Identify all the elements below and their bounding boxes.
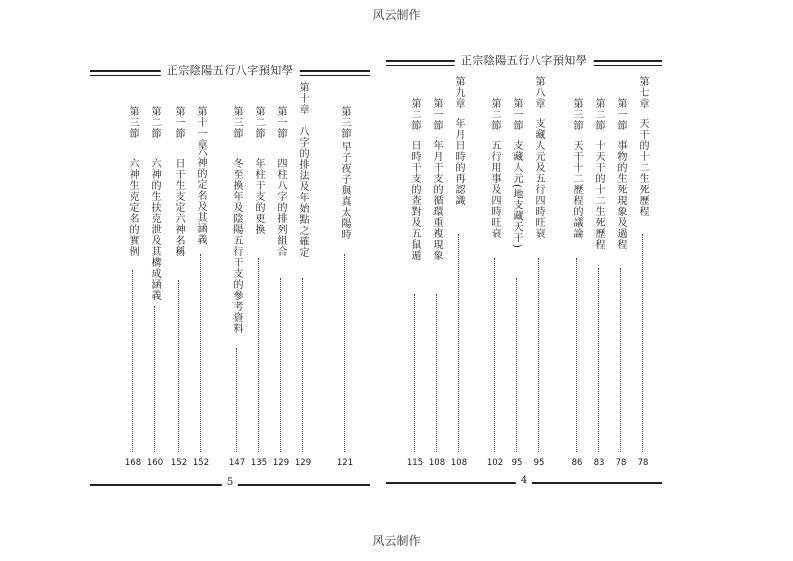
page-number: 5 bbox=[222, 477, 238, 488]
dot-leader bbox=[516, 278, 517, 452]
toc-label: 第二節 bbox=[593, 98, 604, 131]
toc-entry bbox=[570, 58, 584, 468]
toc-label: 第三節 bbox=[127, 106, 138, 139]
toc-entry bbox=[194, 58, 208, 468]
toc-page-number: 95 bbox=[511, 458, 523, 468]
toc-page-number: 108 bbox=[450, 458, 468, 468]
toc-page-number: 129 bbox=[272, 458, 290, 468]
toc-label: 第二節 bbox=[253, 106, 264, 139]
toc-title: 四柱八字的排列組合 bbox=[275, 158, 286, 257]
toc-label: 第九章 bbox=[453, 76, 464, 109]
toc-page-number: 78 bbox=[637, 458, 649, 468]
toc-page-number: 152 bbox=[192, 458, 210, 468]
toc-title: 冬至換年及陰陽五行干支的參考資料 bbox=[231, 158, 242, 334]
toc-title: 六神的生扶克泄及其構成涵義 bbox=[149, 158, 160, 301]
dot-leader bbox=[344, 254, 345, 452]
dot-leader bbox=[280, 278, 281, 452]
toc-entry bbox=[510, 58, 524, 468]
dot-leader bbox=[436, 294, 437, 452]
toc-page-number: 152 bbox=[170, 458, 188, 468]
toc-label: 第十章 bbox=[297, 82, 308, 115]
toc-title: 日干生支定六神名稱 bbox=[173, 158, 184, 257]
toc-page-number: 78 bbox=[615, 458, 627, 468]
dot-leader bbox=[494, 258, 495, 452]
toc-title: 年柱干支的更換 bbox=[253, 158, 264, 235]
left-page bbox=[90, 58, 370, 502]
toc-title: 十天干的十二生死歷程 bbox=[593, 140, 604, 250]
toc-entry bbox=[148, 58, 162, 468]
toc-entry bbox=[126, 58, 140, 468]
dot-leader bbox=[302, 278, 303, 452]
toc-entry bbox=[614, 58, 628, 468]
toc-title: 支藏人元(地支藏天干) bbox=[511, 140, 522, 249]
toc-label: 第一節 bbox=[511, 98, 522, 131]
toc-page-number: 102 bbox=[486, 458, 504, 468]
toc-title: 年月日時的再認識 bbox=[453, 118, 464, 206]
toc-title: 天干的十二生死歷程 bbox=[637, 118, 648, 217]
toc-title: 支藏人元及五行四時旺衰 bbox=[533, 118, 544, 239]
dot-leader bbox=[258, 258, 259, 452]
toc-label: 第七章 bbox=[637, 76, 648, 109]
toc-label: 第一節 bbox=[431, 98, 442, 131]
toc-page-number: 121 bbox=[336, 458, 354, 468]
toc-entry bbox=[296, 58, 310, 468]
toc-entry bbox=[532, 58, 546, 468]
dot-leader bbox=[414, 294, 415, 452]
toc-label: 第一節 bbox=[173, 106, 184, 139]
toc-page-number: 168 bbox=[124, 458, 142, 468]
dot-leader bbox=[642, 234, 643, 452]
toc-page-number: 83 bbox=[593, 458, 605, 468]
toc-label: 第一節 bbox=[615, 98, 626, 131]
toc-entry bbox=[592, 58, 606, 468]
dot-leader bbox=[598, 268, 599, 452]
toc-page-number: 95 bbox=[533, 458, 545, 468]
toc-entry bbox=[172, 58, 186, 468]
toc-page-number: 108 bbox=[428, 458, 446, 468]
toc-entry bbox=[430, 58, 444, 468]
toc-title: 八字的排法及年始點之確定 bbox=[297, 126, 308, 258]
dot-leader bbox=[576, 258, 577, 452]
dot-leader bbox=[178, 280, 179, 452]
toc-label: 第十一章 bbox=[195, 106, 206, 150]
right-page bbox=[386, 54, 662, 502]
toc-label: 第二節 bbox=[149, 106, 160, 139]
page-header-title: 正宗陰陽五行八字預知學 bbox=[161, 62, 300, 78]
toc-label: 第三節 bbox=[231, 106, 242, 139]
toc-label: 第八章 bbox=[533, 76, 544, 109]
toc-entry bbox=[488, 58, 502, 468]
toc-title: 早子夜子與真太陽時 bbox=[339, 141, 350, 240]
dot-leader bbox=[236, 348, 237, 452]
toc-title: 五行用事及四時旺衰 bbox=[489, 140, 500, 239]
toc-page-number: 147 bbox=[228, 458, 246, 468]
toc-title: 六神的定名及其涵義 bbox=[195, 146, 206, 245]
dot-leader bbox=[538, 258, 539, 452]
toc-title: 六神生克定名的實例 bbox=[127, 158, 138, 257]
toc-page-number: 86 bbox=[571, 458, 583, 468]
dot-leader bbox=[200, 254, 201, 452]
dot-leader bbox=[154, 306, 155, 452]
toc-label: 第三節 bbox=[339, 106, 350, 139]
toc-label: 第二節 bbox=[409, 98, 420, 131]
page-header-title: 正宗陰陽五行八字預知學 bbox=[455, 52, 594, 68]
toc-entry bbox=[274, 58, 288, 468]
toc-entry bbox=[452, 58, 466, 468]
toc-title: 天干十二歷程的議論 bbox=[571, 140, 582, 239]
dot-leader bbox=[620, 268, 621, 452]
toc-label: 第三節 bbox=[571, 98, 582, 131]
toc-title: 年月干支的循環重複現象 bbox=[431, 140, 442, 261]
toc-page-number: 135 bbox=[250, 458, 268, 468]
toc-entry bbox=[338, 58, 352, 468]
watermark-bottom: 风云制作 bbox=[372, 534, 421, 548]
toc-entry bbox=[636, 58, 650, 468]
toc-entry bbox=[408, 58, 422, 468]
toc-entry bbox=[230, 58, 244, 468]
toc-label: 第二節 bbox=[489, 98, 500, 131]
toc-label: 第一節 bbox=[275, 106, 286, 139]
toc-title: 日時干支的查對及五鼠遁 bbox=[409, 140, 420, 261]
toc-page-number: 115 bbox=[406, 458, 424, 468]
toc-entry bbox=[252, 58, 266, 468]
watermark-top: 风云制作 bbox=[372, 8, 421, 22]
toc-page-number: 129 bbox=[294, 458, 312, 468]
dot-leader bbox=[132, 270, 133, 452]
page-number: 4 bbox=[516, 475, 532, 486]
dot-leader bbox=[458, 234, 459, 452]
toc-title: 事物的生死現象及過程 bbox=[615, 140, 626, 250]
toc-page-number: 160 bbox=[146, 458, 164, 468]
